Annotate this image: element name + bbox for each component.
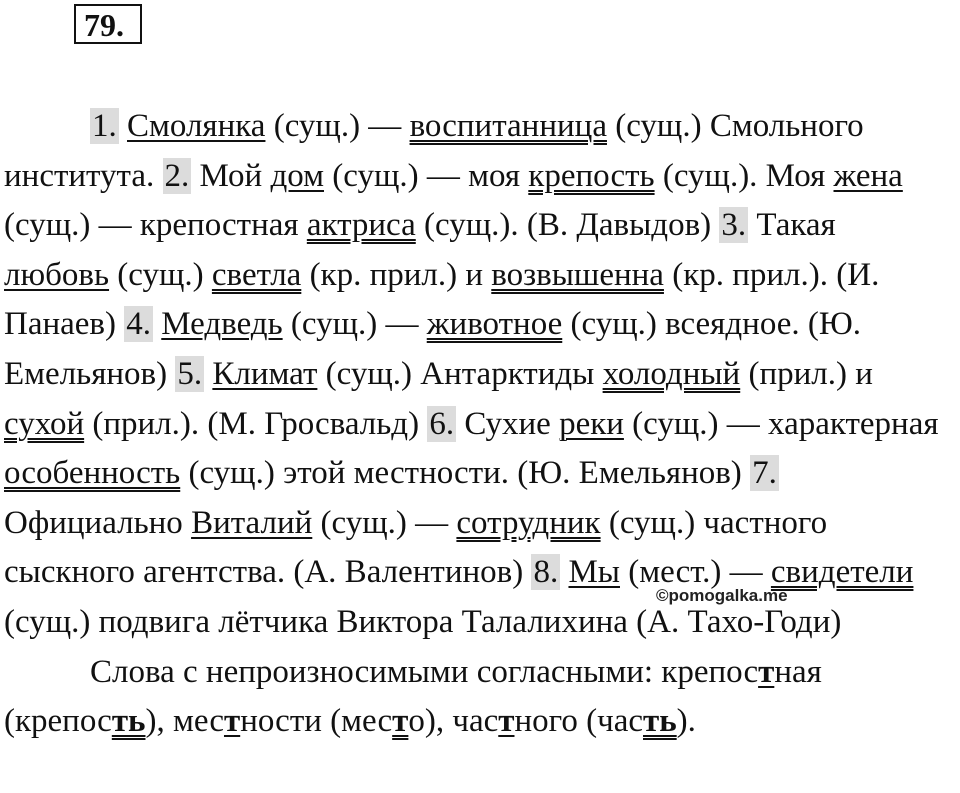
predicate-word: сотрудник [456, 504, 601, 541]
subject-word: Медведь [161, 306, 283, 343]
sentence-number: 2. [164, 157, 190, 194]
predicate-word: крепость [528, 157, 655, 194]
plain-text: (сущ.) [109, 256, 212, 293]
plain-text: (кр. прил.) и [301, 256, 492, 293]
predicate-word: особенность [4, 455, 181, 492]
plain-text: (сущ.) Смольного института. [4, 108, 864, 194]
plain-text: (сущ.) — [282, 306, 427, 343]
plain-text: (сущ.) всеядное. (Ю. Емельянов) [4, 306, 862, 392]
highlighted-letter: т [758, 653, 775, 690]
plain-text: ). [676, 703, 696, 740]
plain-text: Сухие [456, 405, 560, 442]
subject-word: Мы [568, 554, 620, 591]
predicate-word: воспитанница [409, 108, 607, 144]
plain-text: (сущ.) — характерная [623, 405, 939, 442]
subject-word: Виталий [191, 504, 313, 541]
exercise-number: 79. [74, 4, 142, 44]
watermark: ©pomogalka.me [656, 586, 788, 605]
sentence-number: 4. [126, 306, 152, 343]
plain-text: (сущ.). (В. Давыдов) [415, 207, 720, 244]
consonants-paragraph [4, 648, 944, 747]
plain-text: (мест.) — [619, 554, 771, 591]
plain-text: (прил.). (М. Гросвальд) [84, 405, 428, 442]
subject-word: Климат [212, 355, 318, 392]
highlighted-letter: т [392, 703, 409, 740]
plain-text: (сущ.). Моя [654, 157, 834, 194]
plain-text: Официально [4, 504, 192, 541]
plain-text: (сущ.) Антарктиды [317, 355, 603, 392]
predicate-word: свидетели [770, 554, 914, 591]
subject-word: жена [833, 157, 903, 194]
predicate-word: животное [426, 306, 563, 343]
plain-text: ), мес [145, 703, 224, 740]
sentence-number: 5. [177, 355, 203, 392]
predicate-word: возвышенна [491, 256, 664, 293]
highlighted-letter: т [223, 703, 241, 740]
plain-text: (сущ.) частного сыскного агентства. (А. Валентинов) [4, 504, 828, 591]
exercise-text [4, 102, 944, 747]
plain-text: (сущ.) подвига лётчика Виктора Талалихина (А. Тахо-Годи) [4, 603, 842, 640]
plain-text: (сущ.) — моя [324, 157, 529, 194]
plain-text: (сущ.) — крепостная [4, 207, 307, 244]
plain-text: ная (крепос [4, 653, 822, 740]
plain-text: (сущ.) — [265, 108, 410, 144]
plain-text: (кр. прил.). (И. Панаев) [4, 256, 880, 343]
plain-text: о), час [408, 703, 499, 740]
predicate-word: сухой [4, 405, 85, 442]
subject-word: реки [559, 405, 624, 442]
plain-text: Слова с непроизносимыми согласными: крепос [90, 653, 759, 690]
sentence-number: 7. [752, 455, 777, 492]
subject-word: любовь [4, 256, 110, 293]
answer-paragraph [4, 102, 944, 648]
predicate-word: светла [211, 256, 302, 293]
subject-word: дом [270, 157, 324, 194]
plain-text: (прил.) и [740, 355, 873, 392]
plain-text: Такая [748, 207, 836, 244]
plain-text: ности (мес [240, 703, 393, 740]
highlighted-letter: ть [643, 703, 677, 740]
sentence-number: 6. [429, 405, 455, 442]
highlighted-letter: ть [111, 703, 146, 740]
plain-text: ного (час [514, 703, 643, 740]
sentence-number: 8. [533, 554, 559, 591]
sentence-number: 1. [92, 108, 117, 144]
plain-text: Мой [191, 157, 271, 194]
highlighted-letter: т [498, 703, 515, 740]
plain-text: (сущ.) — [312, 504, 457, 541]
predicate-word: холодный [602, 355, 741, 392]
predicate-word: актриса [306, 207, 416, 244]
plain-text: (сущ.) этой местности. (Ю. Емельянов) [180, 455, 751, 492]
sentence-number: 3. [721, 207, 747, 244]
subject-word: Смолянка [127, 108, 266, 144]
